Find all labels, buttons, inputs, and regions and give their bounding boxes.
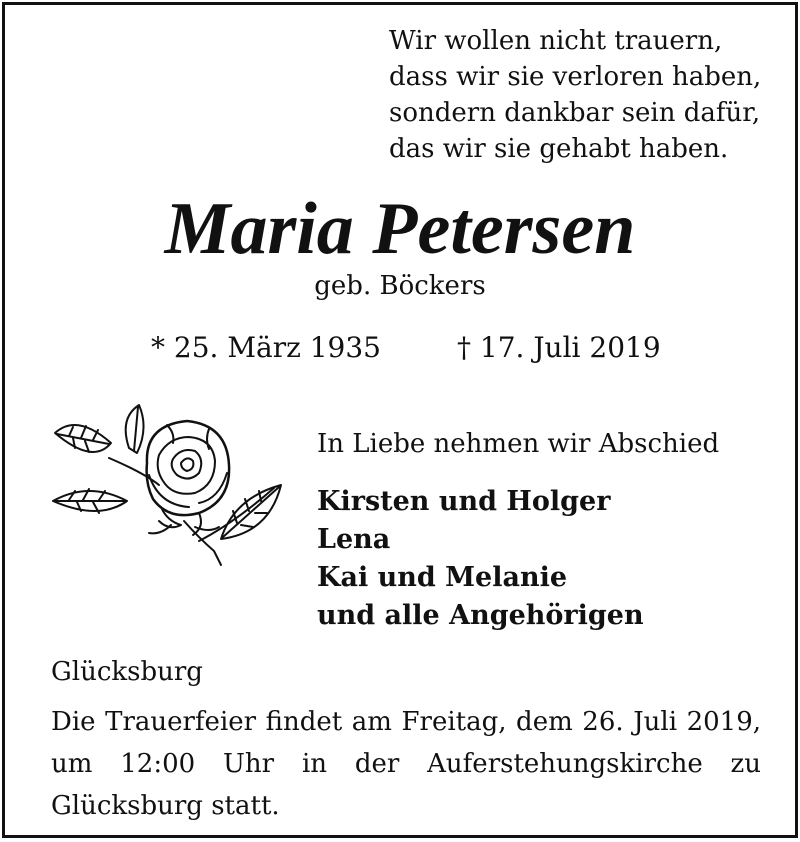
death-date: † 17. Juli 2019	[457, 331, 661, 364]
rose-icon	[49, 403, 285, 573]
poem-line: Wir wollen nicht trauern,	[389, 26, 723, 56]
obituary-notice	[2, 2, 798, 838]
location: Glücksburg	[51, 657, 203, 687]
list-item: Lena	[317, 524, 391, 555]
poem-line: sondern dankbar sein dafür,	[389, 98, 761, 128]
list-item: Kai und Melanie	[317, 562, 568, 593]
poem-line: das wir sie gehabt haben.	[389, 134, 729, 164]
memorial-poem	[389, 23, 761, 167]
mourners-list	[317, 483, 644, 635]
deceased-name: Maria Petersen	[164, 188, 636, 270]
maiden-name: geb. Böckers	[314, 271, 486, 301]
list-item: Kirsten und Holger	[317, 486, 611, 517]
list-item: und alle Angehörigen	[317, 600, 644, 631]
poem-line: dass wir sie verloren haben,	[389, 62, 762, 92]
farewell-text: In Liebe nehmen wir Abschied	[317, 429, 720, 459]
service-notice: Die Trauerfeier findet am Freitag, dem 26. Juli 2019, um 12:00 Uhr in der Auferstehungskirche zu Glücksburg statt.	[51, 707, 761, 821]
birth-date: * 25. März 1935	[151, 331, 381, 364]
